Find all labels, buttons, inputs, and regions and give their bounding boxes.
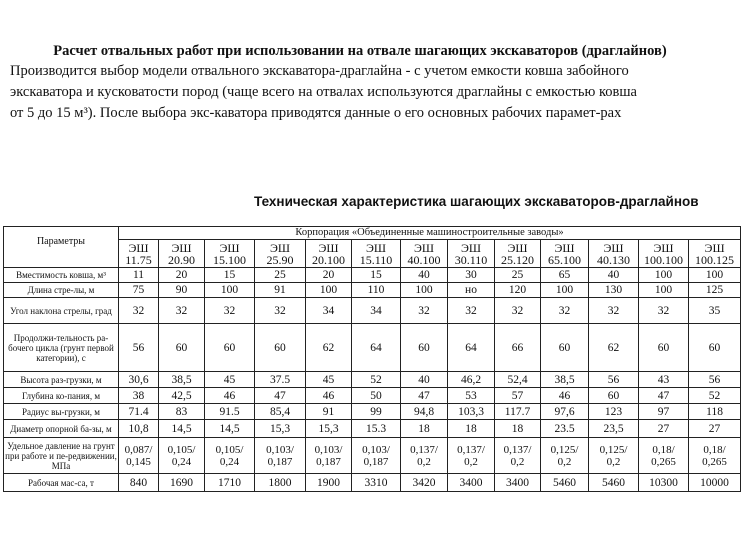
value-part: 0,2 <box>557 455 572 468</box>
model-label: ЭШ <box>704 240 725 255</box>
value-cell: 62 <box>306 324 352 372</box>
value-cell <box>541 438 589 474</box>
model-label: 11.75 <box>125 252 152 267</box>
model-header <box>119 240 159 268</box>
model-label: ЭШ <box>171 240 192 255</box>
value-cell: 45 <box>306 372 352 388</box>
value-cell: 60 <box>541 324 589 372</box>
model-label: 15.110 <box>359 252 393 267</box>
value-cell: 47 <box>401 388 448 404</box>
value-part: 0,265 <box>702 455 727 468</box>
model-header <box>401 240 448 268</box>
value-cell: 32 <box>495 298 541 324</box>
value-cell: 20 <box>159 268 205 283</box>
model-label: 15.100 <box>213 252 246 267</box>
param-name: Длина стре-лы, м <box>4 283 119 298</box>
value-cell: 99 <box>352 404 401 420</box>
value-cell: 15.3 <box>352 420 401 438</box>
param-name: Вместимость ковша, м³ <box>4 268 119 283</box>
table-row <box>4 474 741 492</box>
value-cell: 65 <box>541 268 589 283</box>
value-cell: 38,5 <box>159 372 205 388</box>
value-cell: 46 <box>541 388 589 404</box>
value-cell: 91 <box>306 404 352 420</box>
value-cell: 130 <box>589 283 639 298</box>
table-row <box>4 420 741 438</box>
value-cell: 97 <box>639 404 689 420</box>
model-label: ЭШ <box>603 240 624 255</box>
value-cell: 10300 <box>639 474 689 492</box>
table-title: Техническая характеристика шагающих экскаваторов-драглайнов <box>254 194 699 209</box>
value-cell: 32 <box>448 298 495 324</box>
value-cell <box>119 438 159 474</box>
param-name: Рабочая мас-са, т <box>4 474 119 492</box>
value-cell: 30 <box>448 268 495 283</box>
value-cell: 56 <box>119 324 159 372</box>
value-cell: 46 <box>205 388 255 404</box>
corporation-header: Корпорация «Объединенные машиностроительные заводы» <box>119 227 741 240</box>
table-row <box>4 388 741 404</box>
value-part: 0,145 <box>126 455 151 468</box>
value-cell <box>639 438 689 474</box>
value-cell: 60 <box>255 324 306 372</box>
value-cell: 15,3 <box>306 420 352 438</box>
value-cell: 15 <box>352 268 401 283</box>
value-cell: 46,2 <box>448 372 495 388</box>
value-cell: 45 <box>205 372 255 388</box>
value-cell: 14,5 <box>205 420 255 438</box>
value-cell <box>495 438 541 474</box>
model-label: ЭШ <box>219 240 240 255</box>
value-cell <box>352 438 401 474</box>
value-cell: 11 <box>119 268 159 283</box>
value-cell <box>589 438 639 474</box>
value-cell <box>205 438 255 474</box>
model-label: ЭШ <box>269 240 291 255</box>
value-cell: 66 <box>495 324 541 372</box>
value-part: 0,2 <box>464 455 478 468</box>
value-cell: 94,8 <box>401 404 448 420</box>
value-cell: 83 <box>159 404 205 420</box>
table-row <box>4 268 741 283</box>
model-label: 25.90 <box>266 252 294 267</box>
value-cell: 20 <box>306 268 352 283</box>
value-cell: 100 <box>541 283 589 298</box>
value-cell <box>306 438 352 474</box>
value-cell: 32 <box>401 298 448 324</box>
value-cell: 34 <box>306 298 352 324</box>
value-cell: 15,3 <box>255 420 306 438</box>
value-cell: 3400 <box>495 474 541 492</box>
param-name: Угол наклона стрелы, град <box>4 298 119 324</box>
value-cell: 32 <box>119 298 159 324</box>
model-header <box>159 240 205 268</box>
model-label: ЭШ <box>318 240 339 255</box>
value-cell: 97,6 <box>541 404 589 420</box>
value-cell: 62 <box>589 324 639 372</box>
model-header <box>448 240 495 268</box>
value-cell <box>159 438 205 474</box>
value-cell: 5460 <box>541 474 589 492</box>
model-label: ЭШ <box>365 240 387 255</box>
model-header <box>639 240 689 268</box>
model-label: ЭШ <box>460 240 482 255</box>
value-part: 0,265 <box>651 455 676 468</box>
value-cell: 32 <box>639 298 689 324</box>
model-label: ЭШ <box>554 240 575 255</box>
value-cell: 18 <box>495 420 541 438</box>
value-cell: 38,5 <box>541 372 589 388</box>
value-cell: 57 <box>495 388 541 404</box>
param-name: Продолжи-тельность ра-бочего цикла (грунт первой категории), с <box>4 324 119 372</box>
value-part: 0,18/ <box>703 443 726 456</box>
value-cell: 1690 <box>159 474 205 492</box>
value-cell: 15 <box>205 268 255 283</box>
value-cell: 71.4 <box>119 404 159 420</box>
model-label: 30.110 <box>454 252 488 267</box>
value-cell <box>689 438 741 474</box>
value-cell: 85,4 <box>255 404 306 420</box>
model-label: ЭШ <box>413 240 435 255</box>
value-cell <box>401 438 448 474</box>
value-cell: 10,8 <box>119 420 159 438</box>
model-header <box>689 240 741 268</box>
model-label: 100.100 <box>644 252 683 267</box>
value-cell: 52 <box>352 372 401 388</box>
value-part: 0,103/ <box>266 443 294 456</box>
value-cell: 37.5 <box>255 372 306 388</box>
value-cell: 47 <box>255 388 306 404</box>
value-part: 0,103/ <box>362 443 390 456</box>
value-cell: 125 <box>689 283 741 298</box>
value-cell: 117.7 <box>495 404 541 420</box>
value-cell: 32 <box>541 298 589 324</box>
value-cell: 34 <box>352 298 401 324</box>
model-header <box>255 240 306 268</box>
value-cell: 100 <box>639 283 689 298</box>
table-row <box>4 438 741 474</box>
value-cell: 100 <box>401 283 448 298</box>
value-cell: 14,5 <box>159 420 205 438</box>
table-row <box>4 404 741 420</box>
value-cell: 40 <box>401 268 448 283</box>
value-cell: 60 <box>689 324 741 372</box>
value-part: 0,187 <box>316 455 341 468</box>
value-part: 0,137/ <box>410 443 438 456</box>
value-cell: 100 <box>639 268 689 283</box>
value-cell: 1710 <box>205 474 255 492</box>
value-cell: 60 <box>589 388 639 404</box>
value-cell: 60 <box>205 324 255 372</box>
paragraph-line: экскаватора и кусковатости пород (чаще всего на отвалах используются драглайны с емкостью ковша <box>10 84 637 100</box>
value-cell: 30,6 <box>119 372 159 388</box>
value-cell: 60 <box>159 324 205 372</box>
model-label: 40.130 <box>597 252 630 267</box>
value-cell: 1900 <box>306 474 352 492</box>
value-cell: но <box>448 283 495 298</box>
value-cell: 103,3 <box>448 404 495 420</box>
value-cell: 3400 <box>448 474 495 492</box>
value-cell: 3310 <box>352 474 401 492</box>
value-cell: 10000 <box>689 474 741 492</box>
table-row <box>4 298 741 324</box>
value-cell: 100 <box>306 283 352 298</box>
value-part: 0,187 <box>267 455 293 468</box>
paragraph-line: от 5 до 15 м³). После выбора экс-каватора приводятся данные о его основных рабочих парамет-рах <box>10 105 622 121</box>
table-row <box>4 324 741 372</box>
value-part: 0,137/ <box>457 443 485 456</box>
value-part: 0,2 <box>606 455 621 468</box>
model-label: 100.125 <box>695 252 735 267</box>
param-name: Глубина ко-пания, м <box>4 388 119 404</box>
value-cell: 75 <box>119 283 159 298</box>
value-cell: 27 <box>639 420 689 438</box>
value-cell: 23,5 <box>589 420 639 438</box>
model-header <box>495 240 541 268</box>
value-cell: 27 <box>689 420 741 438</box>
value-cell: 32 <box>159 298 205 324</box>
value-cell: 50 <box>352 388 401 404</box>
model-label: ЭШ <box>128 240 149 255</box>
table-row <box>4 283 741 298</box>
intro-paragraph <box>10 61 715 124</box>
model-header <box>589 240 639 268</box>
value-cell: 64 <box>352 324 401 372</box>
value-cell: 42,5 <box>159 388 205 404</box>
model-header <box>205 240 255 268</box>
table-row <box>4 372 741 388</box>
value-cell: 118 <box>689 404 741 420</box>
value-cell: 32 <box>205 298 255 324</box>
value-part: 0,105/ <box>215 443 244 456</box>
value-cell: 5460 <box>589 474 639 492</box>
value-part: 0,105/ <box>167 443 196 456</box>
value-part: 0,18/ <box>652 443 675 456</box>
value-cell: 18 <box>401 420 448 438</box>
value-part: 0,103/ <box>314 443 343 456</box>
value-cell: 1800 <box>255 474 306 492</box>
value-cell: 52,4 <box>495 372 541 388</box>
model-label: 65.100 <box>548 252 581 267</box>
page-heading: Расчет отвальных работ при использовании на отвале шагающих экскаваторов (драглайнов) <box>53 43 667 59</box>
value-cell <box>448 438 495 474</box>
value-cell: 32 <box>589 298 639 324</box>
param-name: Диаметр опорной ба-зы, м <box>4 420 119 438</box>
params-header: Параметры <box>4 227 119 268</box>
value-cell: 840 <box>119 474 159 492</box>
value-cell: 90 <box>159 283 205 298</box>
value-cell: 56 <box>689 372 741 388</box>
value-cell: 100 <box>205 283 255 298</box>
value-part: 0,187 <box>363 455 389 468</box>
value-cell: 100 <box>689 268 741 283</box>
value-cell: 53 <box>448 388 495 404</box>
value-cell: 25 <box>255 268 306 283</box>
excavator-spec-table <box>3 226 741 492</box>
value-cell: 25 <box>495 268 541 283</box>
value-cell <box>255 438 306 474</box>
param-name: Высота раз-грузки, м <box>4 372 119 388</box>
value-part: 0,24 <box>171 455 192 468</box>
value-cell: 46 <box>306 388 352 404</box>
value-cell: 123 <box>589 404 639 420</box>
value-cell: 91 <box>255 283 306 298</box>
value-cell: 43 <box>639 372 689 388</box>
value-cell: 3420 <box>401 474 448 492</box>
value-part: 0,125/ <box>599 443 628 456</box>
value-cell: 35 <box>689 298 741 324</box>
param-name: Удельное давление на грунт при работе и пе-редвижении, МПа <box>4 438 119 474</box>
value-part: 0,125/ <box>550 443 579 456</box>
value-cell: 52 <box>689 388 741 404</box>
value-cell: 110 <box>352 283 401 298</box>
model-header <box>306 240 352 268</box>
value-cell: 38 <box>119 388 159 404</box>
value-cell: 56 <box>589 372 639 388</box>
value-cell: 60 <box>401 324 448 372</box>
value-cell: 91.5 <box>205 404 255 420</box>
model-header <box>541 240 589 268</box>
value-cell: 47 <box>639 388 689 404</box>
model-header <box>352 240 401 268</box>
value-cell: 23.5 <box>541 420 589 438</box>
value-cell: 40 <box>401 372 448 388</box>
value-cell: 64 <box>448 324 495 372</box>
model-label: 25.120 <box>501 252 534 267</box>
value-part: 0,137/ <box>503 443 532 456</box>
value-cell: 32 <box>255 298 306 324</box>
model-label: 20.100 <box>312 252 345 267</box>
model-label: ЭШ <box>653 240 674 255</box>
value-part: 0,2 <box>417 455 431 468</box>
paragraph-line: Производится выбор модели отвального экскаватора-драглайна - с учетом емкости ковша забойного <box>10 63 629 79</box>
model-label: 20.90 <box>168 252 195 267</box>
model-label: 40.100 <box>407 252 441 267</box>
model-label: ЭШ <box>507 240 528 255</box>
value-cell: 120 <box>495 283 541 298</box>
param-name: Радиус вы-грузки, м <box>4 404 119 420</box>
value-cell: 60 <box>639 324 689 372</box>
value-cell: 40 <box>589 268 639 283</box>
value-part: 0,2 <box>510 455 525 468</box>
value-cell: 18 <box>448 420 495 438</box>
value-part: 0,087/ <box>124 443 153 456</box>
value-part: 0,24 <box>219 455 240 468</box>
